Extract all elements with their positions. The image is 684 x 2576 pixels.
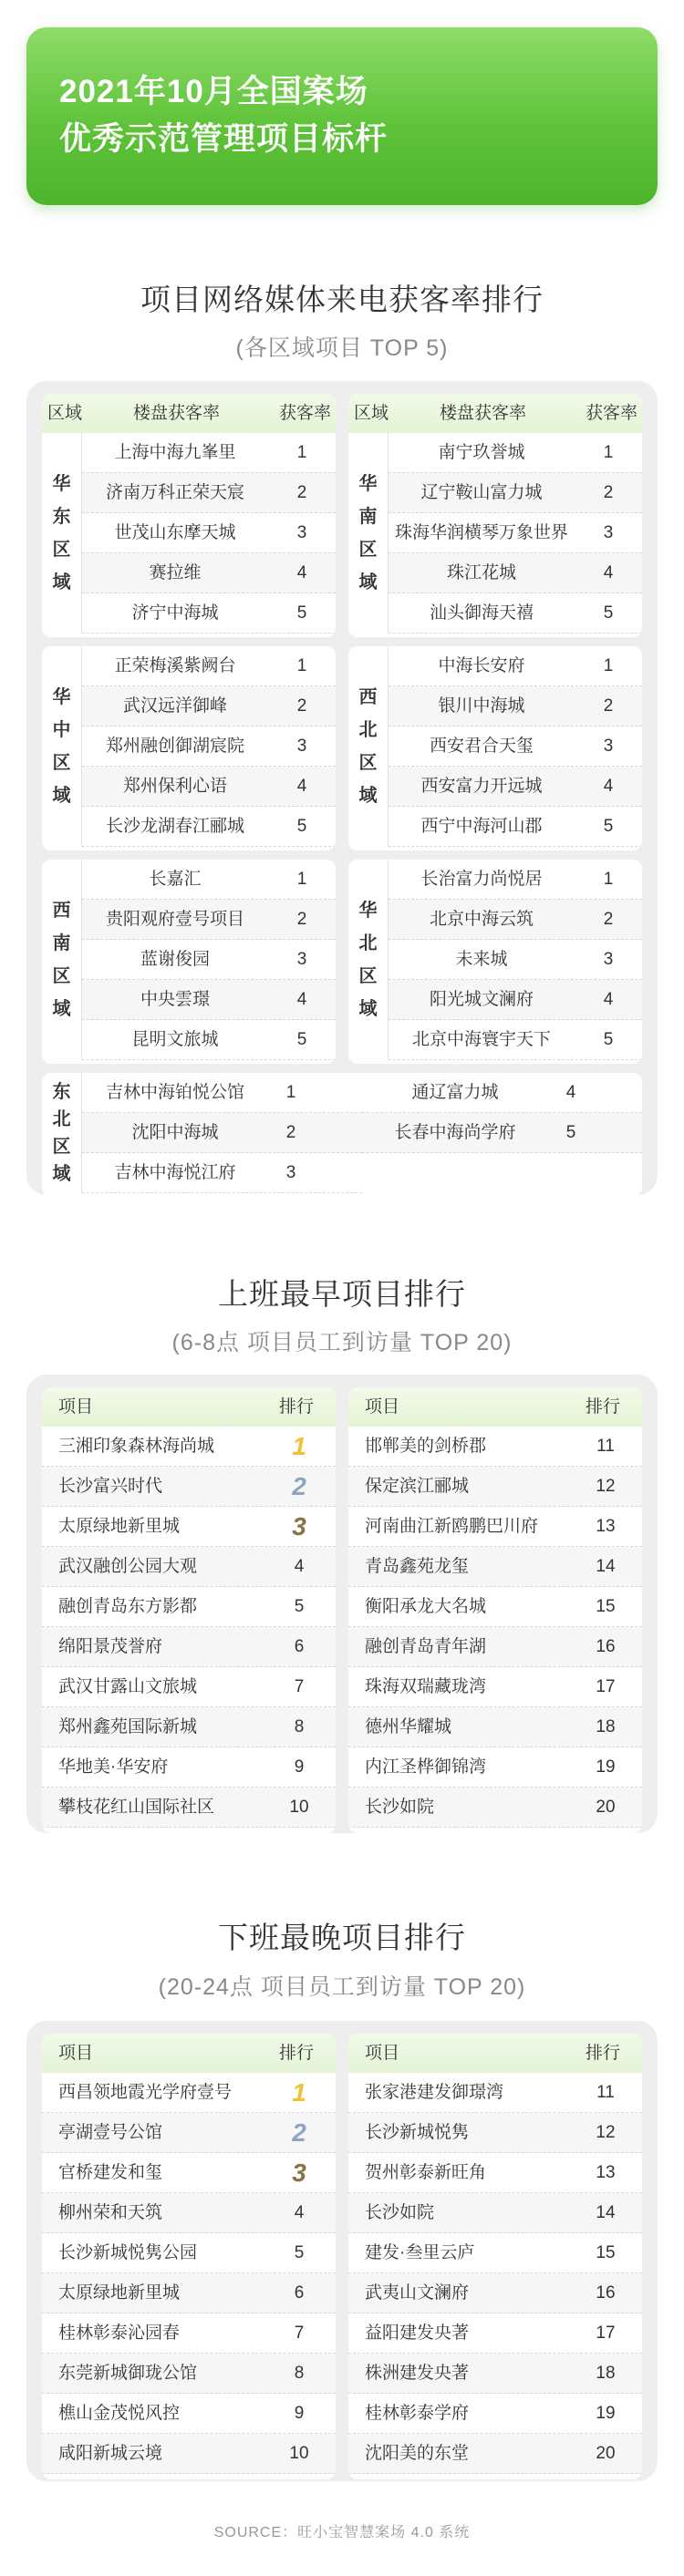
rank-value: 2: [296, 696, 307, 716]
project-name: 通辽富力城: [411, 1083, 499, 1102]
table-row: [42, 1587, 336, 1627]
project-name: 西安君合天玺: [429, 737, 534, 756]
rank-value: 1: [603, 870, 614, 889]
project-name: 济宁中海城: [131, 603, 219, 623]
rank-value: 4: [296, 990, 307, 1009]
table-row: [42, 2193, 336, 2233]
project-name: 桂林彰泰学府: [365, 2404, 470, 2423]
table-row: [348, 1788, 642, 1828]
project-name: 沈阳美的东堂: [365, 2444, 470, 2463]
header-title: [59, 68, 388, 163]
table-row: [348, 1507, 642, 1547]
rank-value: 5: [294, 2243, 305, 2262]
project-name: 蓝谢俊园: [140, 950, 210, 969]
header-rank: 排行: [586, 2044, 621, 2063]
header-title-line1: 2021年10月全国案场: [59, 74, 368, 109]
rank-value: 17: [596, 2324, 616, 2343]
table-header: [348, 394, 642, 433]
region-card-northeast: [42, 1073, 642, 1197]
project-name: 攀枝花红山国际社区: [58, 1798, 215, 1817]
project-name: 西宁中海河山郡: [420, 817, 543, 836]
rank-medal-1: 1: [292, 2078, 306, 2107]
table-row: [82, 593, 336, 634]
project-name: 银川中海城: [438, 696, 525, 716]
project-name: 绵阳景茂誉府: [58, 1637, 163, 1656]
project-name: 青岛鑫苑龙玺: [365, 1557, 470, 1576]
rank-value: 14: [596, 1557, 616, 1576]
project-name: 西昌领地霞光学府壹号: [58, 2083, 233, 2102]
project-name: 株洲建发央著: [365, 2364, 470, 2383]
ranking-column-card: [42, 2034, 336, 2479]
rank-medal-3: 3: [292, 2159, 306, 2187]
project-name: 武夷山文澜府: [365, 2283, 470, 2303]
table-row: [348, 1427, 642, 1467]
header-rank: 排行: [279, 2044, 315, 2063]
project-name: 益阳建发央著: [365, 2324, 470, 2343]
table-row: [42, 2153, 336, 2193]
rank-value: 3: [296, 950, 307, 969]
table-row: [42, 2434, 336, 2474]
rank-value: 4: [565, 1083, 576, 1102]
table-header: [348, 1387, 642, 1427]
rank-value: 9: [294, 1757, 305, 1777]
project-name: 沈阳中海城: [131, 1123, 219, 1142]
table-row: [82, 513, 336, 553]
table-row: [389, 513, 642, 553]
project-name: 邯郸美的剑桥郡: [365, 1437, 487, 1456]
project-name: 珠海华润横琴万象世界: [394, 523, 568, 542]
project-name: 吉林中海悦江府: [114, 1163, 236, 1182]
region-card: [348, 646, 642, 850]
project-name: 西安富力开远城: [420, 777, 543, 796]
region-card: [348, 394, 642, 637]
project-name: 阳光城文澜府: [429, 990, 534, 1009]
table-row: [82, 553, 336, 593]
table-row: [348, 1747, 642, 1788]
table-row: [82, 980, 336, 1020]
rank-value: 11: [596, 1437, 615, 1456]
table-row: [42, 1547, 336, 1587]
project-name: 东莞新城御珑公馆: [58, 2364, 198, 2383]
rank-value: 5: [603, 603, 614, 623]
rank-value: 3: [296, 523, 307, 542]
project-name: 建发·叁里云庐: [365, 2243, 475, 2262]
project-name: 长沙新城悦隽: [365, 2123, 470, 2142]
project-name: 融创青岛东方影都: [58, 1597, 198, 1616]
rank-value: 2: [603, 696, 614, 716]
project-name: 长沙新城悦隽公园: [58, 2243, 198, 2262]
table-row: [389, 900, 642, 940]
table-row: [42, 1627, 336, 1667]
rank-value: 3: [603, 523, 614, 542]
rank-value: 3: [296, 737, 307, 756]
section2-panel: [26, 1375, 658, 1833]
rank-value: 4: [603, 990, 614, 1009]
project-name: 郑州保利心语: [122, 777, 227, 796]
region-label: 西 南 区 域: [42, 860, 82, 1060]
table-row: [389, 767, 642, 807]
region-label: 华 北 区 域: [348, 860, 389, 1060]
region-card: [42, 646, 336, 850]
table-row: [389, 807, 642, 847]
table-row: [42, 1467, 336, 1507]
rank-value: 20: [596, 2444, 616, 2463]
table-row: [42, 2354, 336, 2394]
project-name: 珠海双瑞藏珑湾: [365, 1677, 487, 1696]
section1-title: 项目网络媒体来电获客率排行: [140, 283, 544, 316]
project-name: 衡阳承龙大名城: [365, 1597, 487, 1616]
table-row: [348, 2434, 642, 2474]
table-row: [42, 1747, 336, 1788]
table-row: [42, 1707, 336, 1747]
table-row: [389, 646, 642, 686]
project-name: 济南万科正荣天宸: [105, 483, 244, 502]
table-row: [42, 2073, 336, 2113]
region-card: [348, 860, 642, 1064]
section3-subtitle: (20-24点 项目员工到访量 TOP 20): [158, 1974, 526, 2000]
project-name: 长沙富兴时代: [58, 1477, 163, 1496]
header-banner: [26, 27, 658, 205]
table-row: [348, 2073, 642, 2113]
project-name: 赛拉维: [149, 563, 202, 582]
table-row: [82, 1020, 336, 1060]
table-header: [348, 2034, 642, 2073]
project-name: 华地美·华安府: [58, 1757, 169, 1777]
rank-medal-1: 1: [292, 1432, 306, 1460]
project-name: 官桥建发和玺: [58, 2163, 163, 2182]
rank-value: 16: [596, 1637, 616, 1656]
table-row: [42, 1788, 336, 1828]
project-name: 长春中海尚学府: [394, 1123, 516, 1142]
rank-value: 1: [603, 656, 614, 675]
table-row: [42, 2313, 336, 2354]
rank-value: 5: [565, 1123, 576, 1142]
rank-value: 2: [603, 910, 614, 929]
table-row: [82, 1153, 362, 1193]
table-row: [348, 1667, 642, 1707]
table-row: [82, 686, 336, 726]
rank-value: 4: [296, 563, 307, 582]
rank-value: 5: [603, 817, 614, 836]
project-name: 融创青岛青年湖: [365, 1637, 487, 1656]
table-row: [42, 1507, 336, 1547]
rank-value: 3: [603, 950, 614, 969]
project-name: 内江圣桦御锦湾: [365, 1757, 487, 1777]
rank-value: 4: [294, 1557, 305, 1576]
rank-value: 1: [296, 443, 307, 462]
table-row: [348, 2273, 642, 2313]
table-row: [82, 726, 336, 767]
section2-subtitle: (6-8点 项目员工到访量 TOP 20): [171, 1330, 513, 1355]
rank-value: 15: [596, 1597, 616, 1616]
header-project: 项目: [365, 1397, 400, 1417]
table-row: [348, 1707, 642, 1747]
rank-value: 18: [596, 2364, 616, 2383]
project-name: 太原绿地新里城: [58, 2283, 181, 2303]
project-name: 保定滨江郦城: [365, 1477, 470, 1496]
project-name: 柳州荣和天筑: [58, 2203, 163, 2222]
section3-panel: [26, 2021, 658, 2481]
rank-value: 5: [296, 603, 307, 623]
header-project: 项目: [58, 1397, 94, 1417]
project-name: 长沙如院: [365, 1798, 435, 1817]
table-row: [389, 433, 642, 473]
table-row: [82, 860, 336, 900]
rank-value: 18: [596, 1717, 616, 1736]
rank-value: 19: [596, 2404, 616, 2423]
header-region: 区域: [47, 404, 83, 423]
table-header: [42, 2034, 336, 2073]
table-row: [348, 1547, 642, 1587]
header-rank: 排行: [279, 1397, 315, 1417]
header-project: 楼盘获客率: [133, 404, 221, 423]
project-name: 北京中海云筑: [429, 910, 534, 929]
region-label: 西 北 区 域: [348, 646, 389, 847]
project-name: 汕头御海天禧: [429, 603, 534, 623]
rank-value: 10: [289, 2444, 309, 2463]
rank-value: 10: [289, 1798, 309, 1817]
table-row: [362, 1113, 642, 1153]
table-row: [389, 593, 642, 634]
table-row: [348, 2113, 642, 2153]
project-name: 中央雲璟: [140, 990, 210, 1009]
rank-value: 20: [596, 1798, 616, 1817]
section1-subtitle: (各区域项目 TOP 5): [235, 335, 449, 361]
table-header: [42, 1387, 336, 1427]
project-name: 正荣梅溪紫阙台: [114, 656, 236, 675]
table-row: [389, 940, 642, 980]
region-label: 华 中 区 域: [42, 646, 82, 847]
table-row: [389, 1020, 642, 1060]
project-name: 长沙如院: [365, 2203, 435, 2222]
project-name: 昆明文旅城: [131, 1030, 219, 1049]
ranking-column-card: [348, 1387, 642, 1833]
table-row: [348, 1587, 642, 1627]
rank-value: 6: [294, 2283, 305, 2303]
rank-medal-2: 2: [292, 2118, 306, 2147]
table-row: [42, 1427, 336, 1467]
rank-value: 7: [294, 2324, 305, 2343]
table-row: [42, 2233, 336, 2273]
rank-value: 1: [285, 1083, 296, 1102]
rank-value: 1: [296, 870, 307, 889]
table-row: [348, 1627, 642, 1667]
header-project: 项目: [58, 2044, 94, 2063]
rank-value: 2: [285, 1123, 296, 1142]
table-row: [348, 1467, 642, 1507]
rank-value: 12: [596, 2123, 616, 2142]
table-row: [42, 1667, 336, 1707]
rank-value: 19: [596, 1757, 616, 1777]
region-label: 华 南 区 域: [348, 433, 389, 634]
rank-value: 3: [285, 1163, 296, 1182]
project-name: 亭湖壹号公馆: [58, 2123, 163, 2142]
rank-value: 5: [603, 1030, 614, 1049]
header-rate: 获客率: [586, 404, 638, 423]
table-row: [82, 1073, 362, 1113]
project-name: 南宁玖誉城: [438, 443, 525, 462]
table-row: [389, 553, 642, 593]
project-name: 北京中海寰宇天下: [411, 1030, 551, 1049]
project-name: 三湘印象森林海尚城: [58, 1437, 215, 1456]
rank-value: 8: [294, 1717, 305, 1736]
table-row: [82, 433, 336, 473]
project-name: 长嘉汇: [149, 870, 202, 889]
project-name: 樵山金茂悦风控: [58, 2404, 181, 2423]
rank-value: 13: [596, 2163, 616, 2182]
rank-value: 5: [296, 1030, 307, 1049]
table-row: [389, 726, 642, 767]
project-name: 贵阳观府壹号项目: [105, 910, 244, 929]
region-label: 东 北 区 域: [42, 1073, 82, 1193]
rank-value: 5: [294, 1597, 305, 1616]
project-name: 武汉融创公园大观: [58, 1557, 198, 1576]
table-row: [389, 860, 642, 900]
rank-value: 7: [294, 1677, 305, 1696]
section3-title: 下班最晚项目排行: [218, 1921, 466, 1954]
rank-value: 11: [596, 2083, 615, 2102]
rank-value: 5: [296, 817, 307, 836]
rank-value: 2: [296, 483, 307, 502]
project-name: 未来城: [455, 950, 508, 969]
table-row: [348, 2394, 642, 2434]
rank-medal-2: 2: [292, 1472, 306, 1500]
rank-value: 14: [596, 2203, 616, 2222]
region-label: 华 东 区 域: [42, 433, 82, 634]
rank-value: 4: [294, 2203, 305, 2222]
table-row: [82, 473, 336, 513]
table-row: [348, 2313, 642, 2354]
rank-value: 4: [603, 777, 614, 796]
region-card: [42, 394, 336, 637]
rank-value: 15: [596, 2243, 616, 2262]
rank-value: 16: [596, 2283, 616, 2303]
table-row: [82, 900, 336, 940]
rank-value: 8: [294, 2364, 305, 2383]
section2-title: 上班最早项目排行: [218, 1277, 466, 1311]
project-name: 上海中海九峯里: [114, 443, 236, 462]
table-row: [82, 646, 336, 686]
project-name: 吉林中海铂悦公馆: [105, 1083, 244, 1102]
header-title-line2: 优秀示范管理项目标杆: [59, 121, 389, 157]
table-header: [42, 394, 336, 433]
table-row: [348, 2233, 642, 2273]
rank-value: 1: [296, 656, 307, 675]
table-row: [389, 980, 642, 1020]
project-name: 辽宁鞍山富力城: [420, 483, 543, 502]
rank-value: 2: [296, 910, 307, 929]
project-name: 长治富力尚悦居: [420, 870, 543, 889]
table-row: [348, 2193, 642, 2233]
header-rate: 获客率: [279, 404, 332, 423]
project-name: 武汉远洋御峰: [122, 696, 227, 716]
project-name: 咸阳新城云境: [58, 2444, 163, 2463]
table-row: [389, 473, 642, 513]
project-name: 世茂山东摩天城: [114, 523, 236, 542]
project-name: 德州华耀城: [365, 1717, 452, 1736]
table-row: [82, 1113, 362, 1153]
table-row: [42, 2273, 336, 2313]
section1-panel: [26, 381, 658, 1195]
table-row: [389, 686, 642, 726]
project-name: 张家港建发御璟湾: [365, 2083, 504, 2102]
rank-value: 17: [596, 1677, 616, 1696]
rank-value: 3: [603, 737, 614, 756]
table-row: [82, 807, 336, 847]
project-name: 太原绿地新里城: [58, 1517, 181, 1536]
rank-value: 6: [294, 1637, 305, 1656]
rank-value: 4: [603, 563, 614, 582]
project-name: 珠江花城: [446, 563, 516, 582]
table-row: [348, 2153, 642, 2193]
table-row: [82, 940, 336, 980]
rank-medal-3: 3: [292, 1512, 306, 1540]
project-name: 中海长安府: [438, 656, 525, 675]
table-row: [82, 767, 336, 807]
project-name: 郑州融创御湖宸院: [105, 737, 244, 756]
ranking-column-card: [348, 2034, 642, 2479]
project-name: 武汉甘露山文旅城: [58, 1677, 198, 1696]
rank-value: 12: [596, 1477, 616, 1496]
header-rank: 排行: [586, 1397, 621, 1417]
table-row: [348, 2354, 642, 2394]
rank-value: 1: [603, 443, 614, 462]
table-row: [42, 2113, 336, 2153]
table-row: [42, 2394, 336, 2434]
rank-value: 4: [296, 777, 307, 796]
project-name: 郑州鑫苑国际新城: [58, 1717, 198, 1736]
project-name: 桂林彰泰沁园春: [58, 2324, 181, 2343]
rank-value: 9: [294, 2404, 305, 2423]
table-row: [362, 1073, 642, 1113]
source-footnote: SOURCE：旺小宝智慧案场 4.0 系统: [213, 2525, 471, 2540]
header-project: 楼盘获客率: [440, 404, 527, 423]
project-name: 长沙龙湖春江郦城: [105, 817, 244, 836]
project-name: 贺州彰泰新旺角: [365, 2163, 487, 2182]
project-name: 河南曲江新鸥鹏巴川府: [365, 1517, 539, 1536]
rank-value: 13: [596, 1517, 616, 1536]
region-card: [42, 860, 336, 1064]
header-project: 项目: [365, 2044, 400, 2063]
rank-value: 2: [603, 483, 614, 502]
header-region: 区域: [354, 404, 389, 423]
ranking-column-card: [42, 1387, 336, 1833]
